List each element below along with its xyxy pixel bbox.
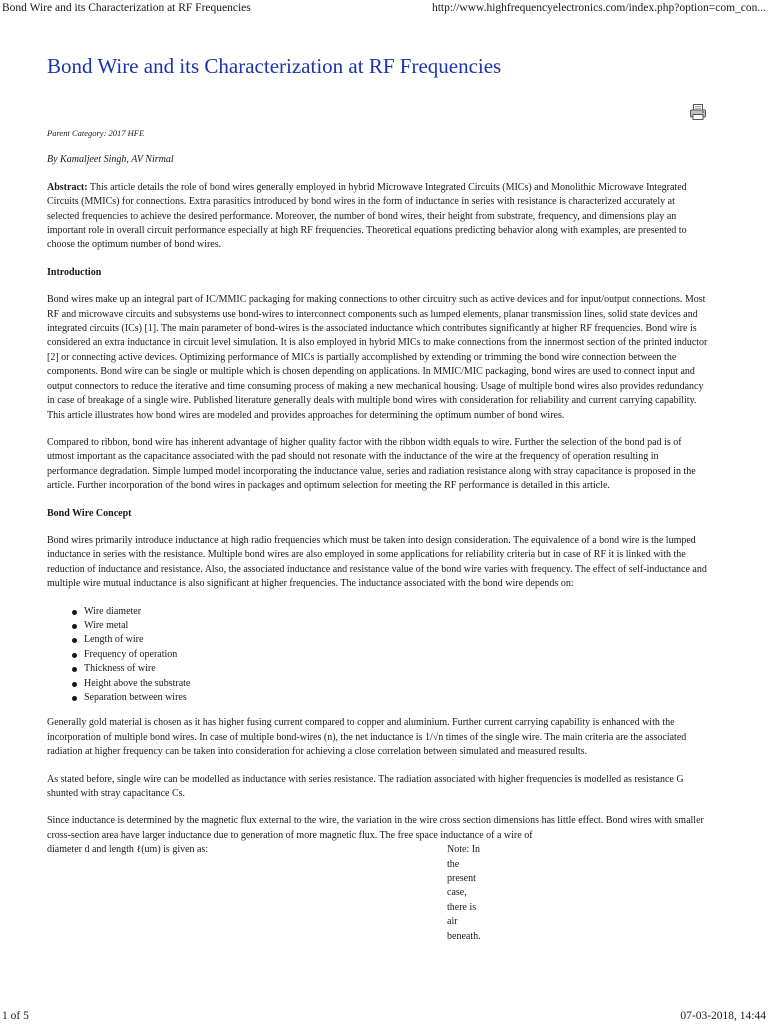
printer-icon[interactable] — [689, 103, 707, 121]
abstract-label: Abstract: — [47, 181, 88, 193]
section-heading-bond-wire-concept: Bond Wire Concept — [47, 507, 132, 519]
article-title[interactable]: Bond Wire and its Characterization at RF Frequencies — [47, 54, 502, 78]
byline: By Kamaljeet Singh, AV Nirmal — [47, 154, 174, 166]
list-item: Length of wire — [84, 633, 709, 647]
list-item: Thickness of wire — [84, 662, 709, 676]
print-header-url[interactable]: http://www.highfrequencyelectronics.com/index.php?option=com_con... — [431, 2, 766, 14]
parent-category: Parent Category: 2017 HFE — [47, 128, 145, 138]
abstract-paragraph — [47, 181, 709, 253]
list-item: Height above the substrate — [84, 677, 709, 691]
article-body — [47, 126, 709, 942]
list-item: Wire diameter — [84, 605, 709, 619]
list-item: Wire metal — [84, 619, 709, 633]
concept-paragraph-1: Bond wires primarily introduce inductance at high radio frequencies which must be taken into design consideration. The equivalence of a bond wire is the lumped inductance in series with the resistance. Multiple bond wires are also employed in some applications for reliability criteria but in case of RF it is linked with the reduction of inductance and resistance. Also, the associated inductance and resistance value of the bond wire varies with frequency. The effect of self-inductance and multiple wire mutual inductance is also significant at higher frequencies. The inductance associated with the bond wire depends on: — [47, 534, 707, 590]
intro-paragraph-1: Bond wires make up an integral part of IC/MMIC packaging for making connections to other circuitry such as active devices and for input/output connections. Most RF and microwave circuits and subsystems use bond-wires to interconnect components such as lumped elements, planar transmission lines, solid state devices and integrated circuits (ICs) [1]. The main parameter of bond-wires is the associated inductance which contributes significantly at higher RF frequencies. Bond wire is considered an extra inductance in circuit level simulation. It is also employed in hybrid MICs to make connections from the innermost section of the printed inductor [2] or connecting active devices. Optimizing performance of MICs is partially accomplished by extending or trimming the bond wire connection between the components. Bond wire can be single or multiple which is chosen depending on applications. In MMIC/MIC packaging, bond wires are used to connect input and output connectors to reduce the iterative and time consuming process of making a new mechanical housing. Usage of multiple bond wires also provides redundancy in case of breakage of a single wire. Published literature generally deals with multiple bond wires with consideration for reliability and current carrying capability. This article illustrates how bond wires are modeled and provides approaches for determining the optimum number of bond wires. — [47, 294, 708, 421]
print-header-title: Bond Wire and its Characterization at RF Frequencies — [2, 2, 251, 14]
concept-paragraph-4-text: Since inductance is determined by the magnetic flux external to the wire, the variation in the wire cross section dimensions has little effect. Bond wires with smaller cross-section area have larger inductance due to generation of more magnetic flux. The free space inductance of a wire of — [47, 815, 704, 841]
list-item: Frequency of operation — [84, 648, 709, 662]
concept-paragraph-2: Generally gold material is chosen as it has higher fusing current compared to copper and aluminium. Further current carrying capability is enhanced with the incorporation of multiple bond wires. In case of multiple bond-wires (n), the net inductance is 1/√n times of the single wire. The main criteria are the associated radiation at higher frequency can be taken into consideration for achieving a close correlation between simulated and measured results. — [47, 717, 687, 758]
print-footer — [0, 1008, 768, 1024]
air-beneath-note: Note: In the present case, there is air beneath. — [447, 844, 481, 942]
section-heading-introduction: Introduction — [47, 266, 102, 278]
abstract-text: This article details the role of bond wires generally employed in hybrid Microwave Integrated Circuits (MICs) and Monolithic Microwave Integrated Circuits (MMICs) for connections. Extra parasitics introduced by bond wires in the form of inductance in series with resistance is characterized accurately at selected frequencies to achieve the desired performance. Moreover, the number of bond wires, their height from substrate, frequency, and dimensions play an important role in overall circuit performance especially at high RF frequencies. Theoretical equations predicting behavior along with examples, are presented to choose the optimum number of bond wires. — [47, 181, 687, 251]
print-datetime: 07-03-2018, 14:44 — [680, 1010, 766, 1022]
concept-paragraph-4 — [47, 814, 709, 942]
inductance-factors-list — [47, 605, 709, 706]
intro-paragraph-2: Compared to ribbon, bond wire has inherent advantage of higher quality factor with the ribbon width equals to wire. Further the selection of the bond pad is of utmost important as the capacitance associated with the pad should not resonate with the inductance of the wire at the frequency of operation resulting in performance degradation. Simple lumped model incorporating the inductance value, series and radiation resistance along with stray capacitance is proposed in the article. Further incorporation of the bond wires in packages and optimum selection for meeting the RF performance is detailed in this article. — [47, 436, 696, 492]
wire-inductance-intro: diameter d and length ℓ(um) is given as: — [47, 844, 209, 856]
page-count: 1 of 5 — [2, 1010, 29, 1022]
concept-paragraph-4-last-line — [47, 844, 481, 942]
list-item: Separation between wires — [84, 691, 709, 705]
print-header — [0, 0, 768, 16]
concept-paragraph-3: As stated before, single wire can be modelled as inductance with series resistance. The radiation associated with higher frequencies is modelled as resistance G shunted with stray capacitance Cs. — [47, 773, 684, 800]
